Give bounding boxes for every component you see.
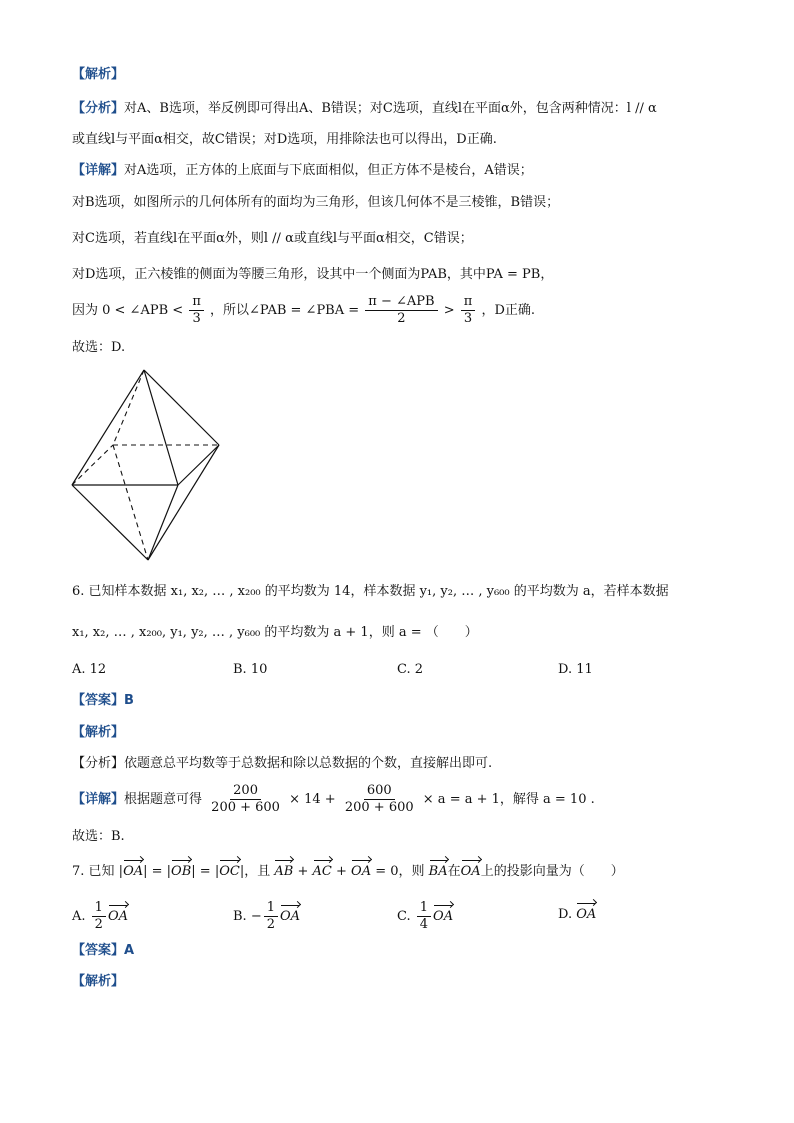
edge [148,445,219,560]
xiangjie-line-b: 对B选项，如图所示的几何体所有的面均为三角形，但该几何体不是三棱锥，B错误； [72,195,560,210]
fraction-pi-over-3-b: $\frac{\pi}{3}$ [461,294,476,327]
q7-option-b[interactable]: B. − $\frac{1}{2}$ OA [233,900,301,932]
fenxi-line-2: 或直线l与平面α相交，故C错误；对D选项，用排除法也可以得出，D正确. [72,132,497,147]
q6-option-c[interactable]: C. 2 [397,662,424,677]
q6-answer: 【答案】B [72,693,134,708]
jiexi-heading-5: 【解析】 [72,67,125,82]
xiangjie-line-c: 对C选项，若直线l在平面α外，则l // α或直线l与平面α相交，C错误； [72,231,473,246]
q6-guxuan: 故选：B. [72,829,125,844]
q6-option-a[interactable]: A. 12 [72,662,107,677]
xiangjie-line-d2: 因为 0 < ∠APB < $\frac{\pi}{3}$ ，所以∠PAB = ∠PBA = $\frac{\text{π − ∠APB}}{2}$ > $\frac{\pi}{3}$ ，D正确. [72,294,536,326]
q6-stem-1: 6. 已知样本数据 x₁, x₂, … , x₂₀₀ 的平均数为 14，样本数据 y₁, y₂, … , y₆₀₀ 的平均数为 a，若样本数据 [72,584,669,599]
q6-xiangjie: 【详解】根据题意可得 $\frac{200}{200 + 600}$ × 14 + $\frac{600}{200 + 600}$ × a = a + 1，解得 a = 10 . [72,783,595,815]
q7-option-c[interactable]: C. $\frac{1}{4}$ OA [397,900,454,932]
edge [72,370,144,485]
fenxi-line-1: 【分析】对A、B选项，举反例即可得出A、B错误；对C选项，直线l在平面α外，包含两种情况：l // α [72,101,657,116]
q6-jiexi: 【解析】 [72,725,125,740]
q7-option-a[interactable]: A. $\frac{1}{2}$ OA [72,900,128,932]
fraction-600: $\frac{600}{200 + 600}$ [344,783,414,815]
q6-option-b[interactable]: B. 10 [233,662,268,677]
xiangjie-line-d1: 对D选项，正六棱锥的侧面为等腰三角形，设其中一个侧面为PAB，其中PA = PB， [72,267,554,282]
bipyramid-figure [68,365,228,565]
edge [148,485,178,560]
q6-option-d[interactable]: D. 11 [558,662,593,677]
q7-option-d[interactable]: D. OA [558,907,597,922]
q6-fenxi: 【分析】依题意总平均数等于总数据和除以总数据的个数，直接解出即可. [72,756,493,771]
fraction-200: $\frac{200}{200 + 600}$ [211,783,280,815]
fraction-pi-over-3: $\frac{\pi}{3}$ [189,294,204,327]
q6-stem-2: x₁, x₂, … , x₂₀₀, y₁, y₂, … , y₆₀₀ 的平均数为 a + 1，则 a = （ ） [72,625,478,640]
q7-stem: 7. 已知 |OA| = |OB| = |OC|，且 AB + AC + OA = 0，则 BA在OA上的投影向量为（ ） [72,864,624,879]
hidden-edge [113,370,144,445]
q7-jiexi: 【解析】 [72,974,125,989]
hidden-edge [72,445,113,485]
guxuan-5: 故选：D. [72,340,126,355]
xiangjie-line-a: 【详解】对A选项，正方体的上底面与下底面相似，但正方体不是棱台，A错误； [72,163,533,178]
fraction-pi-minus-apb-over-2: $\frac{\text{π − ∠APB}}{2}$ [365,294,437,327]
q7-answer: 【答案】A [72,943,135,958]
